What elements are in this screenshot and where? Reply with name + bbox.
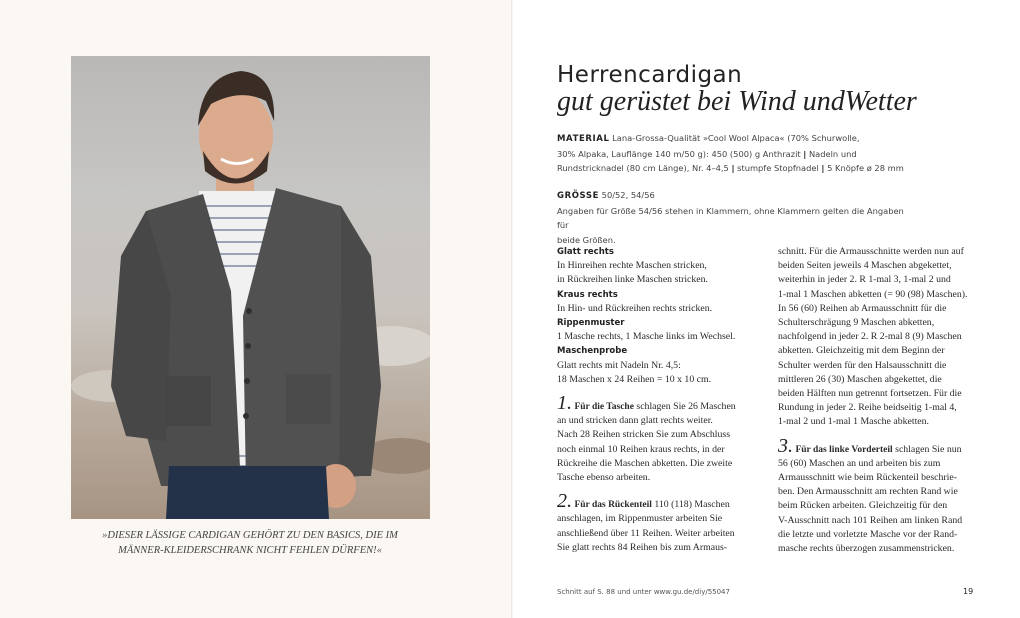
separator: | — [821, 163, 825, 173]
page-title: Herrencardigan — [557, 62, 743, 88]
heading-maschenprobe: Maschenprobe — [557, 346, 628, 357]
text-line: Schulterschrägung 9 Maschen abketten, — [778, 317, 935, 329]
text-line: beiden Hälften nun getrennt fortsetzen. Für die — [778, 388, 962, 400]
text-line: weiterhin in jeder 2. R 1-mal 3, 1-mal 2 und — [778, 274, 951, 286]
material-text-3a: Rundstricknadel (80 cm Länge), Nr. 4–4,5 — [557, 163, 729, 173]
text-line: in Rückreihen linke Maschen stricken. — [557, 274, 708, 286]
size-section — [557, 188, 907, 247]
text-line: an und stricken dann glatt rechts weiter. — [557, 415, 713, 427]
text-line: nachfolgend in jeder 2. R 2-mal 8 (9) Maschen — [778, 331, 962, 343]
text-line: 1-mal 1 Maschen abketten (= 90 (98) Maschen). — [778, 288, 968, 300]
instructions-right-column — [778, 245, 978, 556]
text-line: 56 (60) Maschen an und arbeiten bis zum — [778, 457, 941, 469]
step-text: schlagen Sie 26 Maschen — [636, 401, 736, 413]
page-number: 19 — [963, 587, 974, 596]
material-line-1 — [557, 131, 907, 147]
step-title: Für das Rückenteil — [574, 500, 652, 511]
separator: | — [803, 148, 807, 159]
text-line: Tasche ebenso arbeiten. — [557, 472, 651, 484]
cardigan-photo — [71, 56, 430, 519]
step-number: 1. — [557, 392, 572, 415]
text-line: Rundung in jeder 2. Reihe beidseitig 1-mal 4, — [778, 402, 957, 414]
separator: | — [731, 163, 735, 173]
step-1 — [557, 392, 757, 415]
text-line: Sie glatt rechts 84 Reihen bis zum Armaus- — [557, 541, 728, 553]
text-line: V-Ausschnitt nach 101 Reihen am linken Rand — [778, 514, 963, 526]
heading-glatt-rechts: Glatt rechts — [557, 247, 614, 257]
material-line-3 — [557, 161, 907, 176]
material-text-3b: stumpfe Stopfnadel — [737, 163, 819, 173]
size-line-0 — [557, 188, 907, 204]
text-line: 1 Masche rechts, 1 Masche links im Wechsel. — [557, 331, 736, 343]
instructions-left-column — [557, 245, 757, 555]
step-text: 110 (118) Maschen — [654, 499, 730, 511]
man-illustration — [71, 56, 430, 519]
heading-kraus-rechts: Kraus rechts — [557, 289, 618, 300]
step-number: 2. — [557, 490, 572, 513]
page-subtitle: gut gerüstet bei Wind undWetter — [557, 86, 917, 117]
text-line: schnitt. Für die Armausschnitte werden nun auf — [778, 246, 964, 257]
text-line: anschließend über 11 Reihen. Weiter arbeiten — [557, 527, 735, 539]
step-text: schlagen Sie nun — [895, 443, 962, 455]
material-label: MATERIAL — [557, 134, 610, 144]
text-line: Schulter werden für den Halsausschnitt die — [778, 359, 947, 371]
material-text-2b: Nadeln und — [808, 148, 857, 159]
book-spine — [511, 0, 513, 618]
text-line: Glatt rechts mit Nadeln Nr. 4,5: — [557, 359, 681, 371]
step-title: Für die Tasche — [574, 402, 634, 413]
text-line: In Hin- und Rückreihen rechts stricken. — [557, 302, 713, 314]
text-line: Rückreihe die Maschen abketten. Die zweite — [557, 457, 733, 469]
step-2 — [557, 490, 757, 513]
text-line: noch einmal 10 Reihen kraus rechts, in der — [557, 443, 725, 455]
text-line: die letzte und vorletzte Masche vor der Rand- — [778, 528, 958, 540]
material-text-1: Lana-Grossa-Qualität »Cool Wool Alpaca« (70% Schurwolle, — [612, 133, 860, 143]
photo-caption — [90, 528, 410, 558]
text-line: 1-mal 2 und 1-mal 1 Masche abketten. — [778, 416, 929, 428]
size-line-1: Angaben für Größe 54/56 stehen in Klammern, ohne Klammern gelten die Angaben für — [557, 205, 904, 230]
material-text-2a: 30% Alpaka, Lauflänge 140 m/50 g): 450 (500) g Anthrazit — [557, 148, 801, 159]
material-text-3c: 5 Knöpfe ø 28 mm — [827, 163, 904, 173]
step-3 — [778, 434, 978, 457]
caption-line-1: »DIESER LÄSSIGE CARDIGAN GEHÖRT ZU DEN BASICS, DIE IM — [102, 530, 398, 541]
text-line: Nach 28 Reihen stricken Sie zum Abschluss — [557, 429, 731, 441]
text-line: 18 Maschen x 24 Reihen = 10 x 10 cm. — [557, 373, 712, 385]
text-line: abketten. Gleichzeitig mit dem Beginn der — [778, 345, 945, 357]
size-line-2: beide Größen. — [557, 234, 616, 245]
text-line: In 56 (60) Reihen ab Armausschnitt für die — [778, 302, 947, 314]
text-line: ben. Den Armausschnitt am rechten Rand wie — [778, 486, 958, 498]
text-line: anschlagen, im Rippenmuster arbeiten Sie — [557, 513, 723, 525]
text-line: beim Rücken arbeiten. Gleichzeitig für den — [778, 500, 948, 512]
heading-rippenmuster: Rippenmuster — [557, 318, 625, 329]
size-values: 50/52, 54/56 — [601, 190, 655, 200]
step-number: 3. — [778, 434, 793, 457]
text-line: mittleren 26 (30) Maschen abgekettet, die — [778, 373, 942, 385]
text-line: In Hinreihen rechte Maschen stricken, — [557, 260, 707, 272]
size-label: GRÖSSE — [557, 191, 600, 201]
step-title: Für das linke Vorderteil — [795, 444, 893, 455]
text-line: masche rechts überzogen zusammenstricken. — [778, 543, 955, 555]
footer-note: Schnitt auf S. 88 und unter www.gu.de/diy/55047 — [557, 588, 730, 596]
text-line: Armausschnitt wie beim Rückenteil beschrie- — [778, 472, 958, 484]
text-line: beiden Seiten jeweils 4 Maschen abgekettet, — [778, 260, 952, 272]
material-line-2 — [557, 147, 907, 162]
material-section — [557, 131, 907, 176]
caption-line-2: MÄNNER-KLEIDERSCHRANK NICHT FEHLEN DÜRFEN!« — [118, 545, 382, 556]
